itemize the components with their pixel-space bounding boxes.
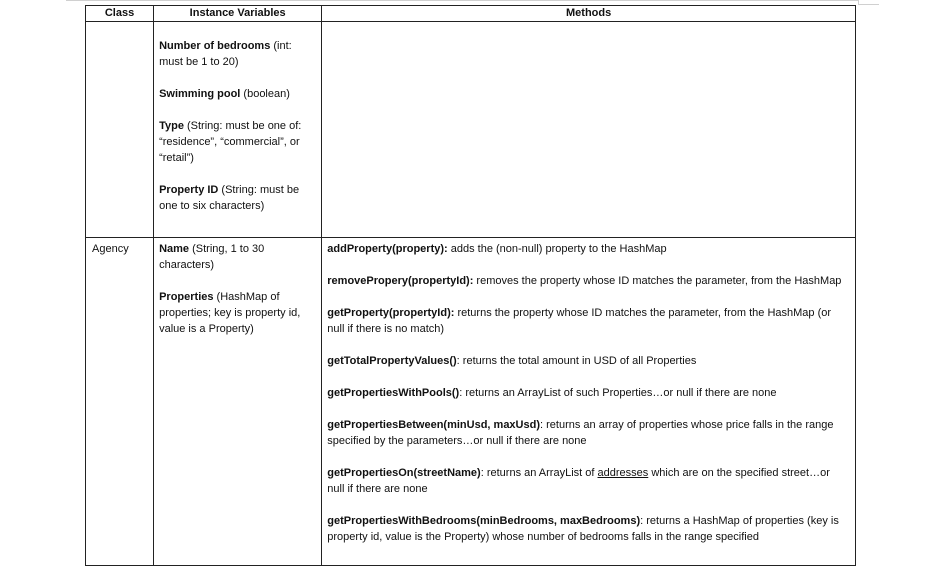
variable-detail: (HashMap of properties; key is property id, value is a Property) [159,291,301,335]
variable-detail: (boolean) [240,88,290,100]
method-description: which are on the specified street…or null if there are none [327,467,830,495]
variable-entry [159,289,315,337]
method-signature: getProperty(propertyId): [327,307,455,319]
variable-detail: (int: must be 1 to 20) [159,40,292,68]
method-signature: getPropertiesBetween(minUsd, maxUsd) [327,419,540,431]
method-signature: removePropery(propertyId): [327,275,474,287]
page-top-rule [66,0,859,1]
agency-class-cell: Agency [86,238,154,566]
property-variables-cell [154,22,322,238]
variable-name: Property ID [159,184,219,196]
method-description: : returns an array of properties whose price falls in the range specified by the parameters…or null if there are none [327,419,834,447]
method-description: returns the property whose ID matches the parameter, from the HashMap (or null if there is no match) [327,307,832,335]
table-row-agency [86,238,856,566]
property-methods-cell [322,22,856,238]
method-entry [327,241,847,257]
method-entry [327,465,847,497]
header-instance-variables: Instance Variables [154,6,322,22]
variable-entry [159,86,315,102]
header-methods: Methods [322,6,856,22]
method-signature: getPropertiesOn(streetName) [327,467,481,479]
method-description: adds the (non-null) property to the HashMap [447,243,667,255]
method-description: : returns the total amount in USD of all Properties [456,355,697,367]
agency-methods-cell [322,238,856,566]
method-entry [327,353,847,369]
method-description-underlined: addresses [597,467,649,479]
variable-detail: (String: must be one to six characters) [159,184,300,212]
method-description: : returns a HashMap of properties (key is property id, value is the Property) whose number of bedrooms falls in the range specified [327,515,839,543]
variable-name: Number of bedrooms [159,40,271,52]
variable-detail: (String, 1 to 30 characters) [159,243,265,271]
variable-name: Type [159,120,184,132]
method-entry [327,417,847,449]
method-entry [327,305,847,337]
agency-variables-cell [154,238,322,566]
method-entry [327,513,847,545]
variable-detail: (String: must be one of: “residence”, “commercial”, or “retail”) [159,120,302,164]
class-spec-table [85,5,856,566]
method-signature: addProperty(property): [327,243,448,255]
method-description: : returns an ArrayList of [480,467,598,479]
method-signature: getPropertiesWithPools() [327,387,460,399]
header-class: Class [86,6,154,22]
method-entry [327,273,847,289]
variable-entry [159,38,315,70]
method-description: removes the property whose ID matches the parameter, from the HashMap [473,275,842,287]
variable-name: Swimming pool [159,88,241,100]
variable-entry [159,118,315,166]
variable-name: Name [159,243,190,255]
method-signature: getTotalPropertyValues() [327,355,457,367]
method-signature: getPropertiesWithBedrooms(minBedrooms, maxBedrooms) [327,515,641,527]
variable-entry [159,182,315,214]
method-description: : returns an ArrayList of such Properties…or null if there are none [459,387,777,399]
variable-name: Properties [159,291,214,303]
table-header-row [86,6,856,22]
page-corner-mark [858,0,879,5]
method-entry [327,385,847,401]
variable-entry [159,241,315,273]
table-row-property [86,22,856,238]
property-class-cell [86,22,154,238]
